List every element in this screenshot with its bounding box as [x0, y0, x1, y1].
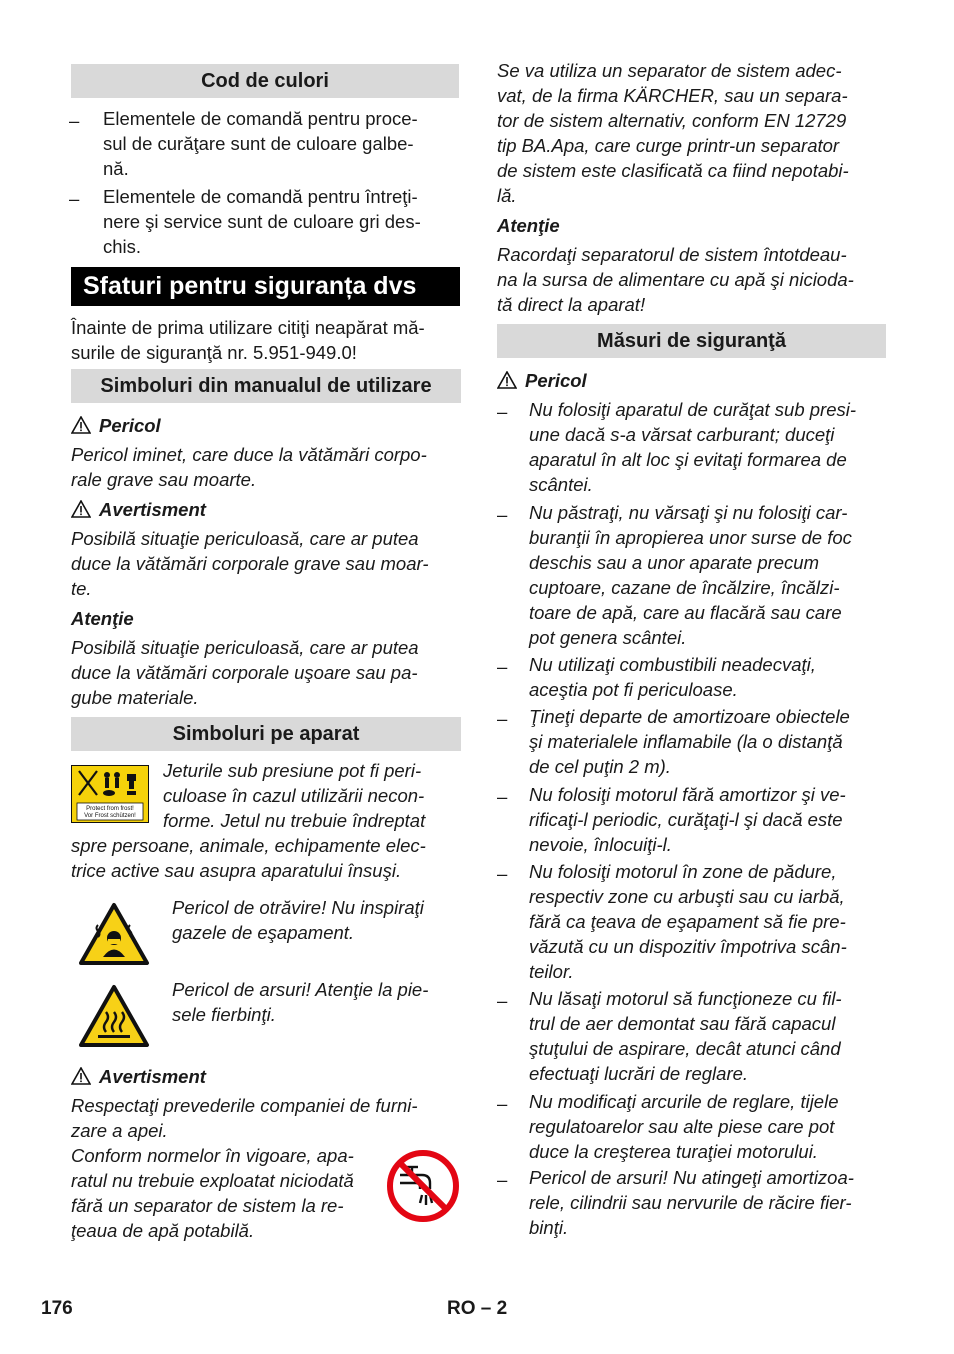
- caution-label-right: Atenţie: [497, 215, 560, 236]
- safety-section-title: Sfaturi pentru siguranța dvs: [71, 267, 460, 306]
- manual-symbols-heading: Simboluri din manualul de utilizare: [71, 369, 461, 403]
- safety-measures-heading: Măsuri de siguranţă: [497, 324, 886, 358]
- danger-label: Pericol: [71, 413, 161, 440]
- warning-label-2: Avertisment: [71, 1064, 206, 1091]
- jet-warning-text: Jeturile sub presiune pot fi peri- culoase în cazul utilizării necon- forme. Jetul nu trebuie îndreptat spre persoane, animale, echipamente elec- trice active sau asupra aparatului însuşi.: [71, 760, 426, 881]
- list-dash: –: [69, 188, 80, 209]
- warning-text: Posibilă situaţie periculoasă, care ar putea duce la vătămări corporale grave sau moar- te.: [71, 528, 429, 599]
- list-dash: –: [497, 990, 508, 1011]
- color-code-heading: Cod de culori: [71, 64, 459, 98]
- danger-text: Pericol iminet, care duce la vătămări corpo- rale grave sau moarte.: [71, 444, 427, 490]
- exhaust-poison-icon: [78, 902, 150, 966]
- list-item: Ţineţi departe de amortizoare obiectele şi materialele inflamabile (la o distanţă de cel puţin 2 m).: [529, 706, 850, 777]
- list-dash: –: [497, 1093, 508, 1114]
- list-dash: –: [497, 401, 508, 422]
- caution-label: Atenţie: [71, 608, 134, 629]
- list-dash: –: [497, 708, 508, 729]
- list-item: Elementele de comandă pentru întreţi- nere şi service sunt de culoare gri des- chis.: [103, 186, 421, 257]
- separator-text: Se va utiliza un separator de sistem adec- vat, de la firma KÄRCHER, sau un separa- tor de sistem alternativ, conform EN 12729 tip BA.Apa, care curge printr-un separator de sistem este clasificată ca fiind nepotabi- lă.: [497, 60, 849, 206]
- burn-warning-text: Pericol de arsuri! Atenţie la pie- sele fierbinţi.: [172, 979, 429, 1025]
- frost-label-line1: Protect from frost!: [86, 806, 134, 812]
- safety-intro: Înainte de prima utilizare citiţi neapărat mă- surile de siguranţă nr. 5.951-949.0!: [71, 317, 425, 363]
- frost-label-line2: Vor Frost schützen!: [84, 813, 136, 819]
- list-dash: –: [497, 863, 508, 884]
- warning-label: Avertisment: [71, 497, 206, 524]
- warning-triangle-icon: [71, 1066, 91, 1091]
- list-dash: –: [497, 1169, 508, 1190]
- caution-text: Posibilă situaţie periculoasă, care ar putea duce la vătămări corporale uşoare sau pa- gube materiale.: [71, 637, 419, 708]
- caution-text-right: Racordaţi separatorul de sistem întotdeau- na la sursa de alimentare cu apă şi nicioda- tă direct la aparat!: [497, 244, 854, 315]
- page-number: 176: [41, 1298, 73, 1319]
- list-item: Pericol de arsuri! Nu atingeţi amortizoa- rele, cilindrii sau nervurile de răcire fier- binţi.: [529, 1167, 854, 1238]
- danger-label-right: Pericol: [497, 368, 587, 395]
- device-symbols-heading: Simboluri pe aparat: [71, 717, 461, 751]
- list-item: Nu folosiţi motorul în zone de pădure, respectiv zone cu arbuşti sau cu iarbă, fără ca ţeava de eşapament să fie pre- văzută cu un dispozitiv împotriva scân- teilor.: [529, 861, 847, 982]
- list-item: Nu păstraţi, nu vărsaţi şi nu folosiţi car- buranţii în apropierea unor surse de foc deschis sau a unor aparate precum cuptoare, cazane de încălzire, încălzi- toare de apă, care au flacără sau care pot genera scântei.: [529, 502, 852, 648]
- warning-triangle-icon: [497, 370, 517, 395]
- hot-surface-icon: [78, 984, 150, 1048]
- water-supply-warning-text: Respectaţi prevederile companiei de furni- zare a apei. Conform normelor în vigoare, apa- ratul nu trebuie exploatat niciodată fără un separator de sistem la re- ţeaua de apă potabilă.: [71, 1095, 418, 1241]
- list-item: Nu folosiţi motorul fără amortizor şi ve- rificaţi-l periodic, curăţaţi-l şi dacă este nevoie, înlocuiţi-l.: [529, 784, 846, 855]
- poison-warning-text: Pericol de otrăvire! Nu inspiraţi gazele de eşapament.: [172, 897, 424, 943]
- section-label: RO – 2: [447, 1298, 508, 1319]
- list-dash: –: [497, 656, 508, 677]
- warning-triangle-icon: [71, 415, 91, 440]
- list-item: Nu lăsaţi motorul să funcţioneze cu fil- trul de aer demontat sau fără capacul ştuţului de aspirare, decât atunci când efectuaţi lucrări de reglare.: [529, 988, 842, 1084]
- list-dash: –: [497, 786, 508, 807]
- list-item: Nu modificaţi arcurile de reglare, tijele regulatoarelor sau alte piese care pot duce la creşterea turaţiei motorului.: [529, 1091, 839, 1162]
- no-direct-water-connection-icon: [386, 1149, 460, 1223]
- warning-triangle-icon: [71, 499, 91, 524]
- list-item: Elementele de comandă pentru proce- sul de curăţare sunt de culoare galbe- nă.: [103, 108, 418, 179]
- list-item: Nu utilizaţi combustibili neadecvaţi, aceştia pot fi periculoase.: [529, 654, 816, 700]
- list-item: Nu folosiţi aparatul de curăţat sub presi- une dacă s-a vărsat carburant; duceţi aparatul în alt loc şi evitaţi formarea de scântei.: [529, 399, 857, 495]
- list-dash: –: [69, 110, 80, 131]
- list-dash: –: [497, 504, 508, 525]
